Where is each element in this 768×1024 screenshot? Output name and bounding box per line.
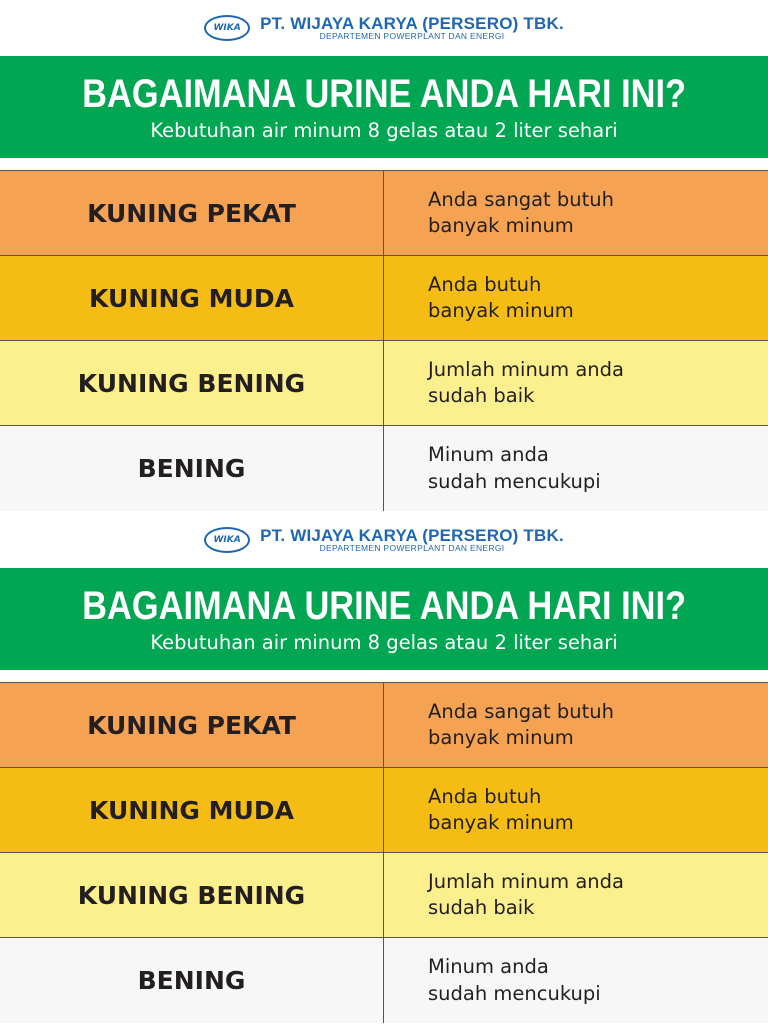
advice-line: banyak minum bbox=[428, 726, 574, 749]
table-row bbox=[0, 853, 768, 938]
logo-text: WIKA bbox=[213, 534, 241, 545]
wika-logo-icon bbox=[204, 527, 250, 553]
table-row bbox=[0, 171, 768, 256]
company-logo bbox=[204, 15, 564, 42]
title-banner bbox=[0, 56, 768, 158]
color-label: BENING bbox=[0, 938, 384, 1023]
color-label: BENING bbox=[0, 426, 384, 511]
advice-line: Anda sangat butuh bbox=[428, 699, 614, 723]
department-name: DEPARTEMEN POWERPLANT DAN ENERGI bbox=[319, 543, 505, 554]
table-row bbox=[0, 426, 768, 511]
color-label: KUNING MUDA bbox=[0, 768, 384, 852]
advice-line: sudah mencukupi bbox=[428, 469, 601, 493]
advice-line: Jumlah minum anda bbox=[428, 869, 624, 893]
table-row bbox=[0, 256, 768, 341]
advice-text bbox=[384, 341, 768, 425]
color-label: KUNING PEKAT bbox=[0, 683, 384, 767]
logo-text: WIKA bbox=[213, 22, 241, 33]
advice-line: Anda butuh bbox=[428, 784, 542, 808]
department-name: DEPARTEMEN POWERPLANT DAN ENERGI bbox=[319, 31, 505, 42]
color-label: KUNING PEKAT bbox=[0, 171, 384, 255]
advice-text bbox=[384, 768, 768, 852]
color-label: KUNING BENING bbox=[0, 853, 384, 937]
title-banner bbox=[0, 568, 768, 670]
advice-text bbox=[384, 171, 768, 255]
color-label: KUNING MUDA bbox=[0, 256, 384, 340]
company-name: PT. WIJAYA KARYA (PERSERO) TBK. bbox=[260, 525, 564, 545]
urine-color-table bbox=[0, 170, 768, 511]
advice-line: Minum anda bbox=[428, 443, 549, 467]
table-row bbox=[0, 341, 768, 426]
poster-subtitle: Kebutuhan air minum 8 gelas atau 2 liter sehari bbox=[150, 630, 618, 654]
advice-text bbox=[384, 426, 768, 511]
advice-line: sudah baik bbox=[428, 384, 535, 407]
poster-title: BAGAIMANA URINE ANDA HARI INI? bbox=[82, 71, 686, 116]
table-row bbox=[0, 768, 768, 853]
advice-text bbox=[384, 853, 768, 937]
advice-line: Anda butuh bbox=[428, 272, 542, 296]
table-row bbox=[0, 938, 768, 1023]
advice-line: sudah mencukupi bbox=[428, 981, 601, 1005]
poster-title: BAGAIMANA URINE ANDA HARI INI? bbox=[82, 583, 686, 628]
advice-line: banyak minum bbox=[428, 811, 574, 834]
advice-text bbox=[384, 683, 768, 767]
logo-bar bbox=[0, 0, 768, 56]
advice-line: Minum anda bbox=[428, 955, 549, 979]
table-row bbox=[0, 683, 768, 768]
advice-line: sudah baik bbox=[428, 896, 535, 919]
color-label: KUNING BENING bbox=[0, 341, 384, 425]
advice-text bbox=[384, 256, 768, 340]
advice-line: banyak minum bbox=[428, 299, 574, 322]
advice-line: banyak minum bbox=[428, 214, 574, 237]
poster-panel bbox=[0, 512, 768, 1024]
wika-logo-icon bbox=[204, 15, 250, 41]
advice-text bbox=[384, 938, 768, 1023]
company-name: PT. WIJAYA KARYA (PERSERO) TBK. bbox=[260, 13, 564, 33]
advice-line: Anda sangat butuh bbox=[428, 187, 614, 211]
urine-color-table bbox=[0, 682, 768, 1023]
company-logo bbox=[204, 527, 564, 554]
logo-bar bbox=[0, 512, 768, 568]
poster-subtitle: Kebutuhan air minum 8 gelas atau 2 liter sehari bbox=[150, 118, 618, 142]
advice-line: Jumlah minum anda bbox=[428, 357, 624, 381]
